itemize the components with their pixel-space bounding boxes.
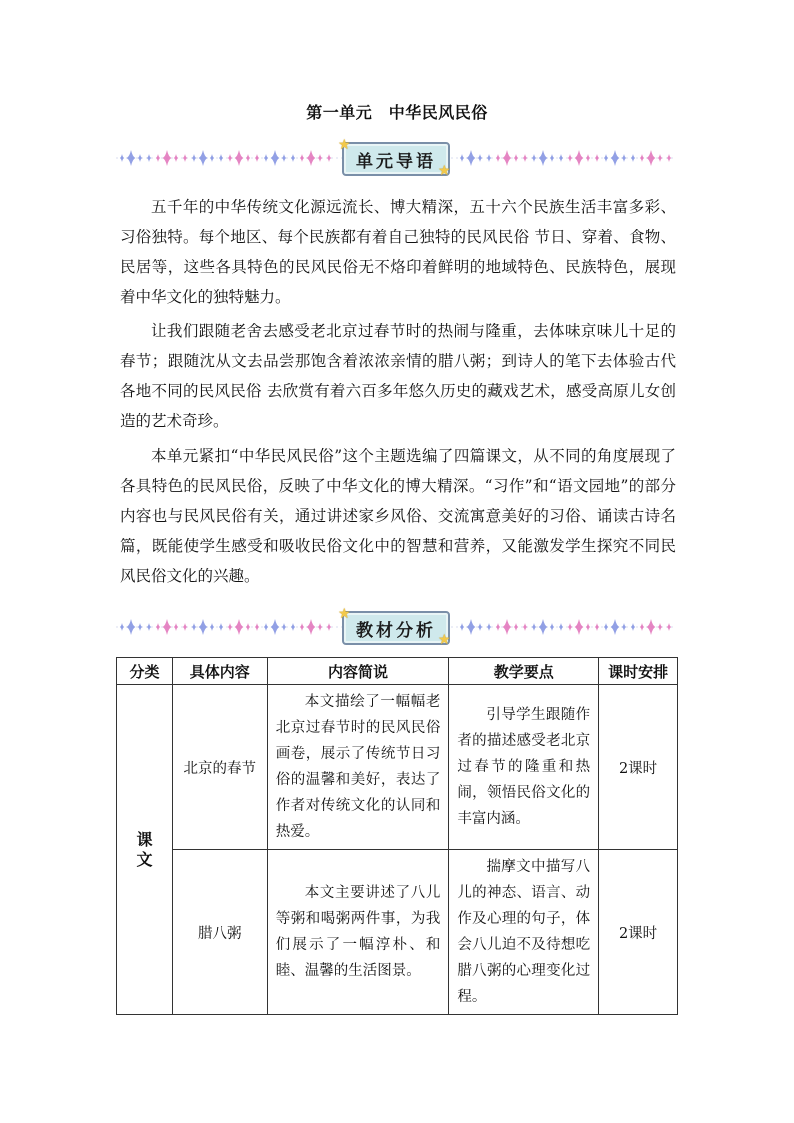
sparkle-icon [467, 619, 476, 635]
header-key-points: 教学要点 [449, 658, 599, 685]
sparkle-icon [460, 623, 464, 631]
sparkle-icon [163, 150, 172, 166]
sparkle-icon [192, 623, 196, 631]
intro-paragraph-2: 让我们跟随老舍去感受老北京过春节时的热闹与隆重，去体味京味儿十足的春节；跟随沈从文去品尝那饱含着浓浓亲情的腊八粥；到诗人的笔下去体验古代各地不同的民风民俗 去欣赏有着六百多年悠久历史的藏戏艺术，感受高原儿女创造的艺术奇珍。 [120, 322, 676, 430]
analysis-banner [116, 607, 676, 647]
sparkle-icon [487, 623, 491, 631]
sparkle-icon [611, 619, 620, 635]
lesson-title: 腊八粥 [172, 850, 267, 1015]
sparkle-icon [503, 619, 512, 635]
intro-banner-label: 单元导语 [342, 142, 450, 176]
sparkle-icon [622, 623, 626, 631]
sparkle-icon [291, 154, 295, 162]
sparkle-icon [467, 150, 476, 166]
lesson-key-points: 揣摩文中描写八儿的神态、语言、动作及心理的句子，体会八儿迫不及待想吃腊八粥的心理变化过程。 [449, 850, 599, 1015]
sparkle-icon [219, 154, 223, 162]
sparkle-icon [156, 623, 160, 631]
sparkle-icon [586, 154, 590, 162]
sparkle-icon [156, 154, 160, 162]
sparkle-icon [640, 623, 644, 631]
sparkle-icon [631, 623, 635, 631]
sparkle-icon [327, 623, 331, 631]
sparkle-icon [575, 150, 584, 166]
sparkle-icon [318, 154, 322, 162]
star-icon: ★ [438, 163, 451, 179]
sparkle-icon [183, 154, 187, 162]
sparkle-icon [622, 154, 626, 162]
sparkle-icon [539, 150, 548, 166]
sparkle-icon [667, 154, 671, 162]
star-icon: ★ [338, 137, 351, 153]
sparkle-icon [246, 623, 250, 631]
lesson-key-points: 引导学生跟随作者的描述感受老北京过春节的隆重和热闹，领悟民俗文化的丰富内涵。 [449, 685, 599, 850]
sparkle-icon [514, 623, 518, 631]
sparkle-icon [192, 154, 196, 162]
sparkle-icon [282, 623, 286, 631]
table-row [117, 850, 678, 1015]
analysis-banner-label: 教材分析 [342, 611, 450, 645]
sparkle-icon [611, 150, 620, 166]
lesson-hours: 2课时 [599, 685, 678, 850]
sparkle-icon [496, 623, 500, 631]
sparkle-icon [604, 623, 608, 631]
sparkle-icon [264, 623, 268, 631]
sparkle-icon [478, 623, 482, 631]
sparkle-icon [199, 619, 208, 635]
sparkle-icon [595, 623, 599, 631]
header-hours: 课时安排 [599, 658, 678, 685]
intro-banner [116, 138, 676, 178]
sparkle-icon [210, 623, 214, 631]
sparkle-icon [568, 154, 572, 162]
intro-paragraph-1: 五千年的中华传统文化源远流长、博大精深，五十六个民族生活丰富多彩、习俗独特。每个地区、每个民族都有着自己独特的民风民俗 节日、穿着、食物、民居等，这些各具特色的民风民俗无不烙印着鲜明的地域特色、民族特色，展现着中华文化的独特魅力。 [120, 198, 676, 306]
sparkle-icon [496, 154, 500, 162]
sparkle-icon [255, 154, 259, 162]
sparkle-icon [559, 154, 563, 162]
table-header-row [117, 658, 678, 685]
sparkle-icon [550, 623, 554, 631]
sparkle-icon [595, 154, 599, 162]
header-category: 分类 [117, 658, 173, 685]
sparkle-icon [183, 623, 187, 631]
sparkle-icon [255, 623, 259, 631]
sparkle-icon [147, 154, 151, 162]
sparkle-icon [147, 623, 151, 631]
sparkle-icon [300, 154, 304, 162]
sparkle-icon [539, 619, 548, 635]
sparkle-icon [163, 619, 172, 635]
sparkle-icon [235, 150, 244, 166]
sparkle-icon [210, 154, 214, 162]
sparkle-icon [120, 623, 124, 631]
sparkle-icon [291, 623, 295, 631]
sparkle-icon [568, 623, 572, 631]
sparkle-icon [127, 150, 136, 166]
star-icon: ★ [338, 606, 351, 622]
sparkle-icon [658, 154, 662, 162]
sparkle-icon [523, 154, 527, 162]
intro-paragraph-3: 本单元紧扣“中华民风民俗”这个主题选编了四篇课文，从不同的角度展现了各具特色的民风民俗，反映了中华文化的博大精深。“习作”和“语文园地”的部分内容也与民风民俗有关，通过讲述家乡风俗、交流寓意美好的习俗、诵读古诗名篇，既能使学生感受和吸收民俗文化中的智慧和营养，又能激发学生探究不同民风民俗文化的兴趣。 [120, 447, 676, 585]
sparkle-icon [503, 150, 512, 166]
sparkle-icon [647, 150, 656, 166]
sparkle-icon [246, 154, 250, 162]
sparkle-icon [307, 150, 316, 166]
category-cell: 课文 [117, 685, 173, 1015]
sparkle-icon [514, 154, 518, 162]
sparkle-icon [138, 154, 142, 162]
sparkle-icon [559, 623, 563, 631]
sparkle-icon [586, 623, 590, 631]
sparkle-icon [667, 623, 671, 631]
lesson-summary: 本文主要讲述了八儿等粥和喝粥两件事，为我们展示了一幅淳朴、和睦、温馨的生活图景。 [267, 850, 449, 1015]
sparkle-icon [127, 619, 136, 635]
sparkle-icon [120, 154, 124, 162]
sparkle-icon [647, 619, 656, 635]
sparkle-icon [631, 154, 635, 162]
sparkle-icon [523, 623, 527, 631]
star-icon: ★ [438, 632, 451, 648]
sparkle-icon [271, 150, 280, 166]
lesson-title: 北京的春节 [172, 685, 267, 850]
sparkle-icon [478, 154, 482, 162]
sparkle-icon [138, 623, 142, 631]
sparkle-icon [300, 623, 304, 631]
sparkle-icon [264, 154, 268, 162]
sparkle-icon [174, 623, 178, 631]
sparkle-icon [487, 154, 491, 162]
sparkle-icon [327, 154, 331, 162]
sparkle-icon [604, 154, 608, 162]
sparkle-icon [235, 619, 244, 635]
header-content: 具体内容 [172, 658, 267, 685]
sparkle-icon [532, 623, 536, 631]
sparkle-icon [219, 623, 223, 631]
lesson-summary: 本文描绘了一幅幅老北京过春节时的民风民俗画卷，展示了传统节日习俗的温馨和美好，表达了作者对传统文化的认同和热爱。 [267, 685, 449, 850]
sparkle-icon [307, 619, 316, 635]
unit-title: 第一单元 中华民风民俗 [306, 103, 488, 122]
sparkle-icon [318, 623, 322, 631]
sparkle-icon [228, 623, 232, 631]
sparkle-icon [550, 154, 554, 162]
sparkle-icon [174, 154, 178, 162]
sparkle-icon [199, 150, 208, 166]
sparkle-icon [271, 619, 280, 635]
sparkle-icon [228, 154, 232, 162]
sparkle-icon [532, 154, 536, 162]
sparkle-icon [460, 154, 464, 162]
lesson-hours: 2课时 [599, 850, 678, 1015]
analysis-table [116, 657, 678, 1015]
sparkle-icon [575, 619, 584, 635]
sparkle-icon [658, 623, 662, 631]
sparkle-icon [640, 154, 644, 162]
table-row [117, 685, 678, 850]
sparkle-icon [282, 154, 286, 162]
header-summary: 内容简说 [267, 658, 449, 685]
